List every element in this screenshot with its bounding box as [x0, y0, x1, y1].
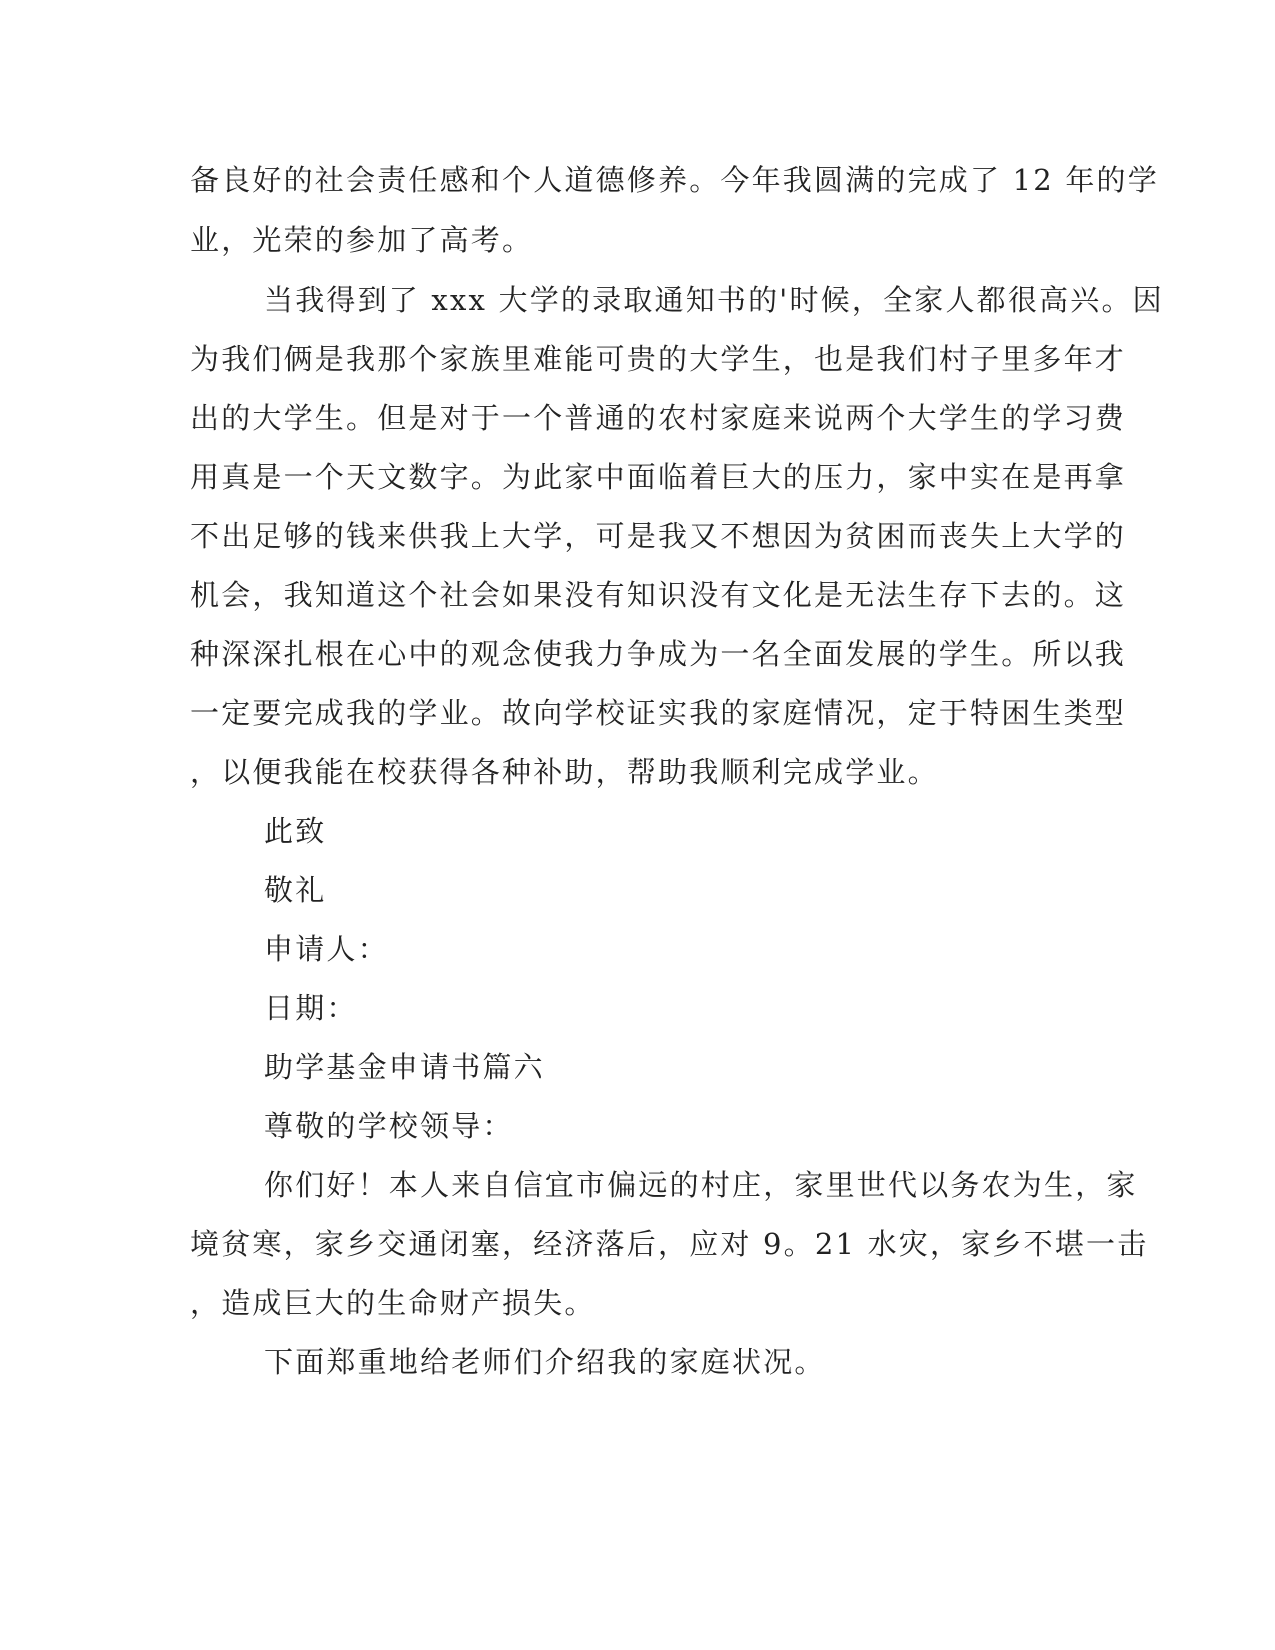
paragraph-1-line-1: 备良好的社会责任感和个人道德修养。今年我圆满的完成了 12 年的学: [190, 163, 1159, 197]
paragraph-4: 下面郑重地给老师们介绍我的家庭状况。: [264, 1345, 826, 1379]
paragraph-3-line-1: 你们好！本人来自信宜市偏远的村庄，家里世代以务农为生，家: [264, 1168, 1138, 1202]
paragraph-2-line-4: 用真是一个天文数字。为此家中面临着巨大的压力，家中实在是再拿: [190, 460, 1127, 494]
closing-cizhi: 此致: [264, 814, 327, 848]
paragraph-2-line-5: 不出足够的钱来供我上大学，可是我又不想因为贫困而丧失上大学的: [190, 519, 1127, 553]
paragraph-2-line-3: 出的大学生。但是对于一个普通的农村家庭来说两个大学生的学习费: [190, 401, 1127, 435]
paragraph-1-line-2: 业，光荣的参加了高考。: [190, 223, 534, 257]
salutation: 尊敬的学校领导：: [264, 1109, 514, 1143]
paragraph-2-line-2: 为我们俩是我那个家族里难能可贵的大学生，也是我们村子里多年才: [190, 342, 1127, 376]
paragraph-2-line-1: 当我得到了 xxx 大学的录取通知书的'时候，全家人都很高兴。因: [264, 283, 1164, 317]
closing-jingli: 敬礼: [264, 873, 327, 907]
paragraph-3-line-3: ，造成巨大的生命财产损失。: [190, 1286, 596, 1320]
paragraph-2-line-9: ，以便我能在校获得各种补助，帮助我顺利完成学业。: [190, 755, 939, 789]
paragraph-2-line-6: 机会，我知道这个社会如果没有知识没有文化是无法生存下去的。这: [190, 578, 1127, 612]
paragraph-2-line-8: 一定要完成我的学业。故向学校证实我的家庭情况，定于特困生类型: [190, 696, 1127, 730]
section-title: 助学基金申请书篇六: [264, 1050, 545, 1084]
applicant-label: 申请人：: [264, 932, 389, 966]
paragraph-2-line-7: 种深深扎根在心中的观念使我力争成为一名全面发展的学生。所以我: [190, 637, 1127, 671]
paragraph-3-line-2: 境贫寒，家乡交通闭塞，经济落后，应对 9。21 水灾，家乡不堪一击: [190, 1227, 1149, 1261]
date-label: 日期：: [264, 991, 358, 1025]
